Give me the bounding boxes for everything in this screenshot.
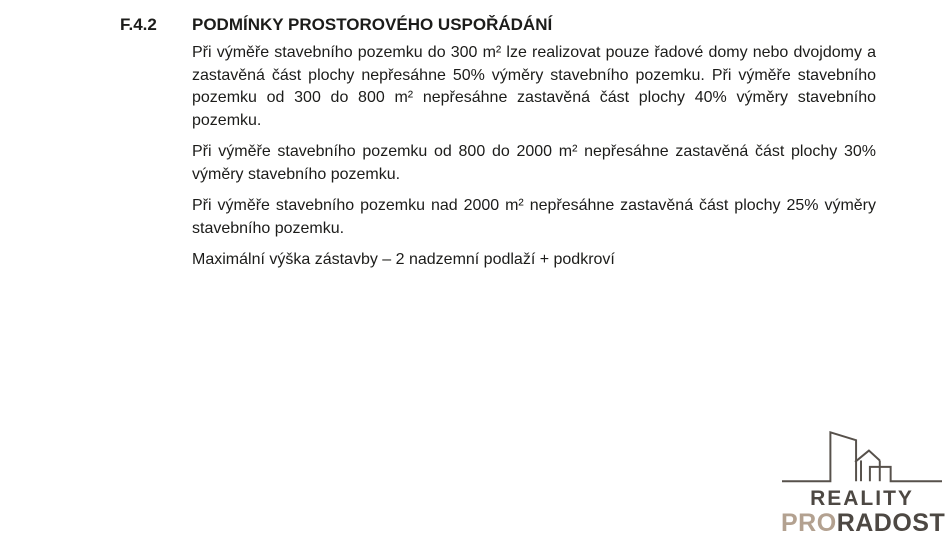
section-heading bbox=[120, 15, 878, 35]
logo-word-reality: REALITY bbox=[810, 487, 914, 510]
paragraph-plot-over-2000: Při výměře stavebního pozemku nad 2000 m² nepřesáhne zastavěná část plochy 25% výměry stavebního pozemku. bbox=[192, 197, 876, 237]
logo-word-radost: RADOST bbox=[836, 509, 946, 537]
section-title: PODMÍNKY PROSTOROVÉHO USPOŘÁDÁNÍ bbox=[192, 15, 553, 34]
section-f42 bbox=[120, 15, 878, 272]
logo-word-pro: PRO bbox=[781, 509, 837, 537]
section-body bbox=[192, 42, 876, 272]
company-logo bbox=[781, 429, 946, 537]
section-number: F.4.2 bbox=[120, 15, 157, 34]
buildings-skyline-icon bbox=[781, 429, 943, 485]
paragraph-max-height: Maximální výška zástavby – 2 nadzemní podlaží + podkroví bbox=[192, 251, 615, 268]
logo-word-proradost bbox=[781, 509, 946, 537]
paragraph-plot-300: Při výměře stavebního pozemku do 300 m² lze realizovat pouze řadové domy nebo dvojdomy a zastavěná část plochy nepřesáhne 50% výměry stavebního pozemku. Při výměře stavebního pozemku od 300 do 800 m² nepřesáhne zastavěná část plochy 40% výměry stavebního pozemku. bbox=[192, 44, 876, 129]
paragraph-plot-800-2000: Při výměře stavebního pozemku od 800 do 2000 m² nepřesáhne zastavěná část plochy 30% výměry stavebního pozemku. bbox=[192, 143, 876, 183]
